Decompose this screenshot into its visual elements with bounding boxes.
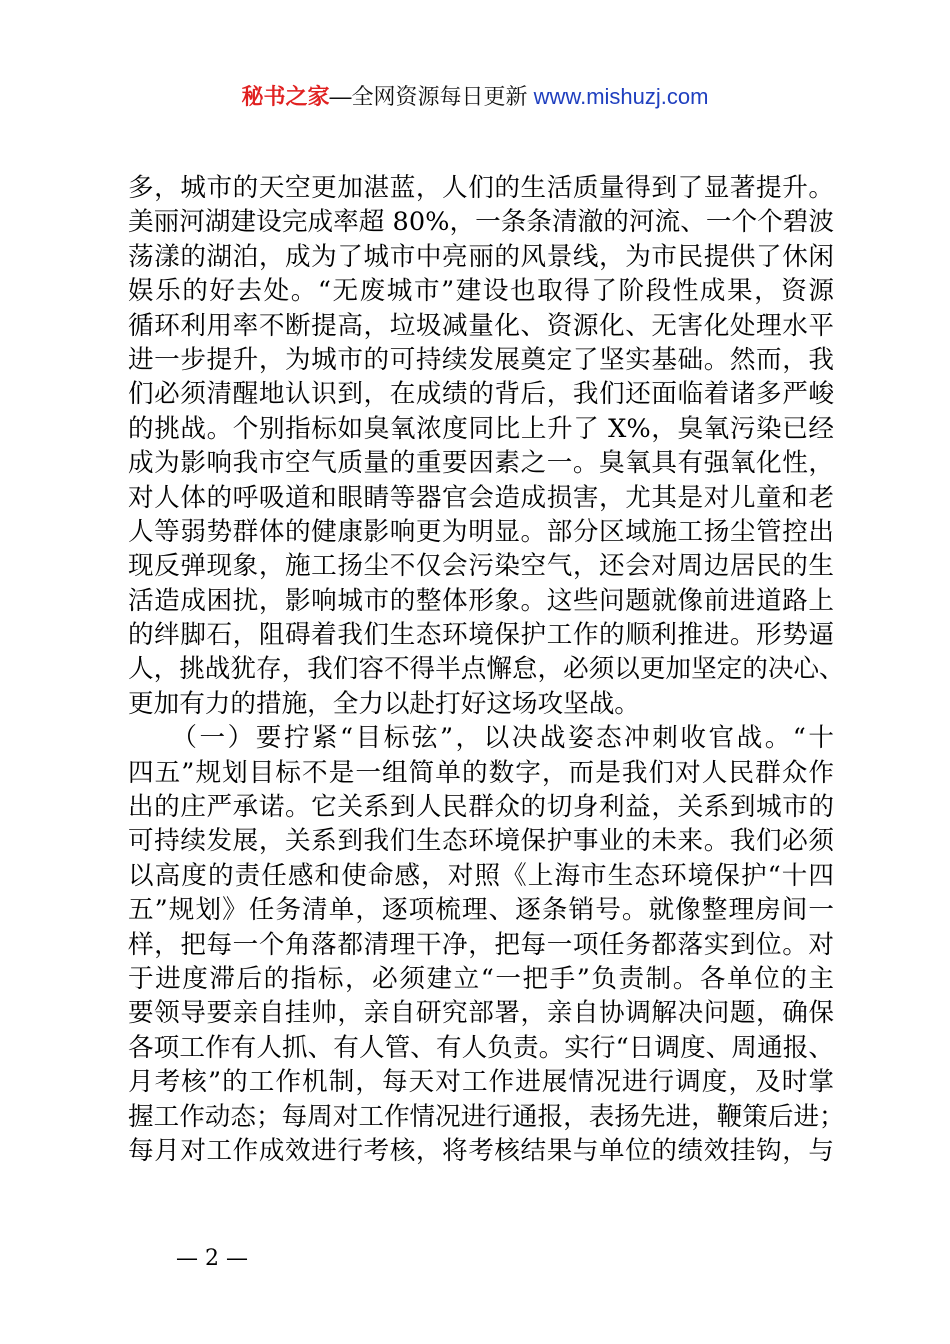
text-line: 出的庄严承诺。它关系到人民群众的切身利益，关系到城市的 [128,792,834,823]
text-line: 们必须清醒地认识到，在成绩的背后，我们还面临着诸多严峻 [128,379,834,410]
site-brand: 秘书之家 [241,84,330,109]
text-line: 五”规划》任务清单，逐项梳理、逐条销号。就像整理房间一 [128,895,834,926]
text-line: 于进度滞后的指标，必须建立“一把手”负责制。各单位的主 [128,963,834,994]
text-line: 娱乐的好去处。“无废城市”建设也取得了阶段性成果，资源 [128,276,834,307]
text-line: 以高度的责任感和使命感，对照《上海市生态环境保护“十四 [128,860,834,891]
text-line: 循环利用率不断提高，垃圾减量化、资源化、无害化处理水平 [128,310,834,341]
text-line: 各项工作有人抓、有人管、有人负责。实行“日调度、周通报、 [128,1032,834,1063]
text-line: 人，挑战犹存，我们容不得半点懈怠，必须以更加坚定的决心、 [128,654,845,685]
text-line: 每月对工作成效进行考核，将考核结果与单位的绩效挂钩，与 [128,1135,834,1166]
text-line: 月考核”的工作机制，每天对工作进展情况进行调度，及时掌 [128,1067,834,1098]
text-line: 对人体的呼吸道和眼睛等器官会造成损害，尤其是对儿童和老 [128,482,834,513]
text-line: （一）要拧紧“目标弦”，以决战姿态冲刺收官战。“十 [128,723,834,754]
text-line: 握工作动态；每周对工作情况进行通报，表扬先进，鞭策后进； [128,1101,845,1132]
text-line: 样，把每一个角落都清理干净，把每一项任务都落实到位。对 [128,929,834,960]
text-line: 进一步提升，为城市的可持续发展奠定了坚实基础。然而，我 [128,344,834,375]
text-line: 多，城市的天空更加湛蓝，人们的生活质量得到了显著提升。 [128,173,834,203]
text-line: 成为影响我市空气质量的重要因素之一。臭氧具有强氧化性， [128,448,834,479]
site-url-link[interactable]: www.mishuzj.com [527,84,709,109]
text-line: 荡漾的湖泊，成为了城市中亮丽的风景线，为市民提供了休闲 [128,241,834,272]
text-line: 四五”规划目标不是一组简单的数字，而是我们对人民群众作 [128,757,834,788]
text-line: 要领导要亲自挂帅，亲自研究部署，亲自协调解决问题，确保 [128,998,834,1029]
document-body [128,171,845,1168]
site-tagline: —全网资源每日更新 [329,84,528,109]
text-line: 的挑战。个别指标如臭氧浓度同比上升了 X%，臭氧污染已经 [128,413,834,444]
text-line: 活造成困扰，影响城市的整体形象。这些问题就像前进道路上 [128,585,834,616]
text-line: 美丽河湖建设完成率超 80%，一条条清澈的河流、一个个碧波 [128,207,834,238]
text-line: 可持续发展，关系到我们生态环境保护事业的未来。我们必须 [128,826,834,857]
text-line: 现反弹现象，施工扬尘不仅会污染空气，还会对周边居民的生 [128,551,834,582]
page-number: — 2 — [176,1246,248,1271]
site-header [0,82,950,112]
text-line: 的绊脚石，阻碍着我们生态环境保护工作的顺利推进。形势逼 [128,620,834,651]
text-line: 人等弱势群体的健康影响更为明显。部分区域施工扬尘管控出 [128,516,834,547]
text-line: 更加有力的措施，全力以赴打好这场攻坚战。 [128,688,640,719]
